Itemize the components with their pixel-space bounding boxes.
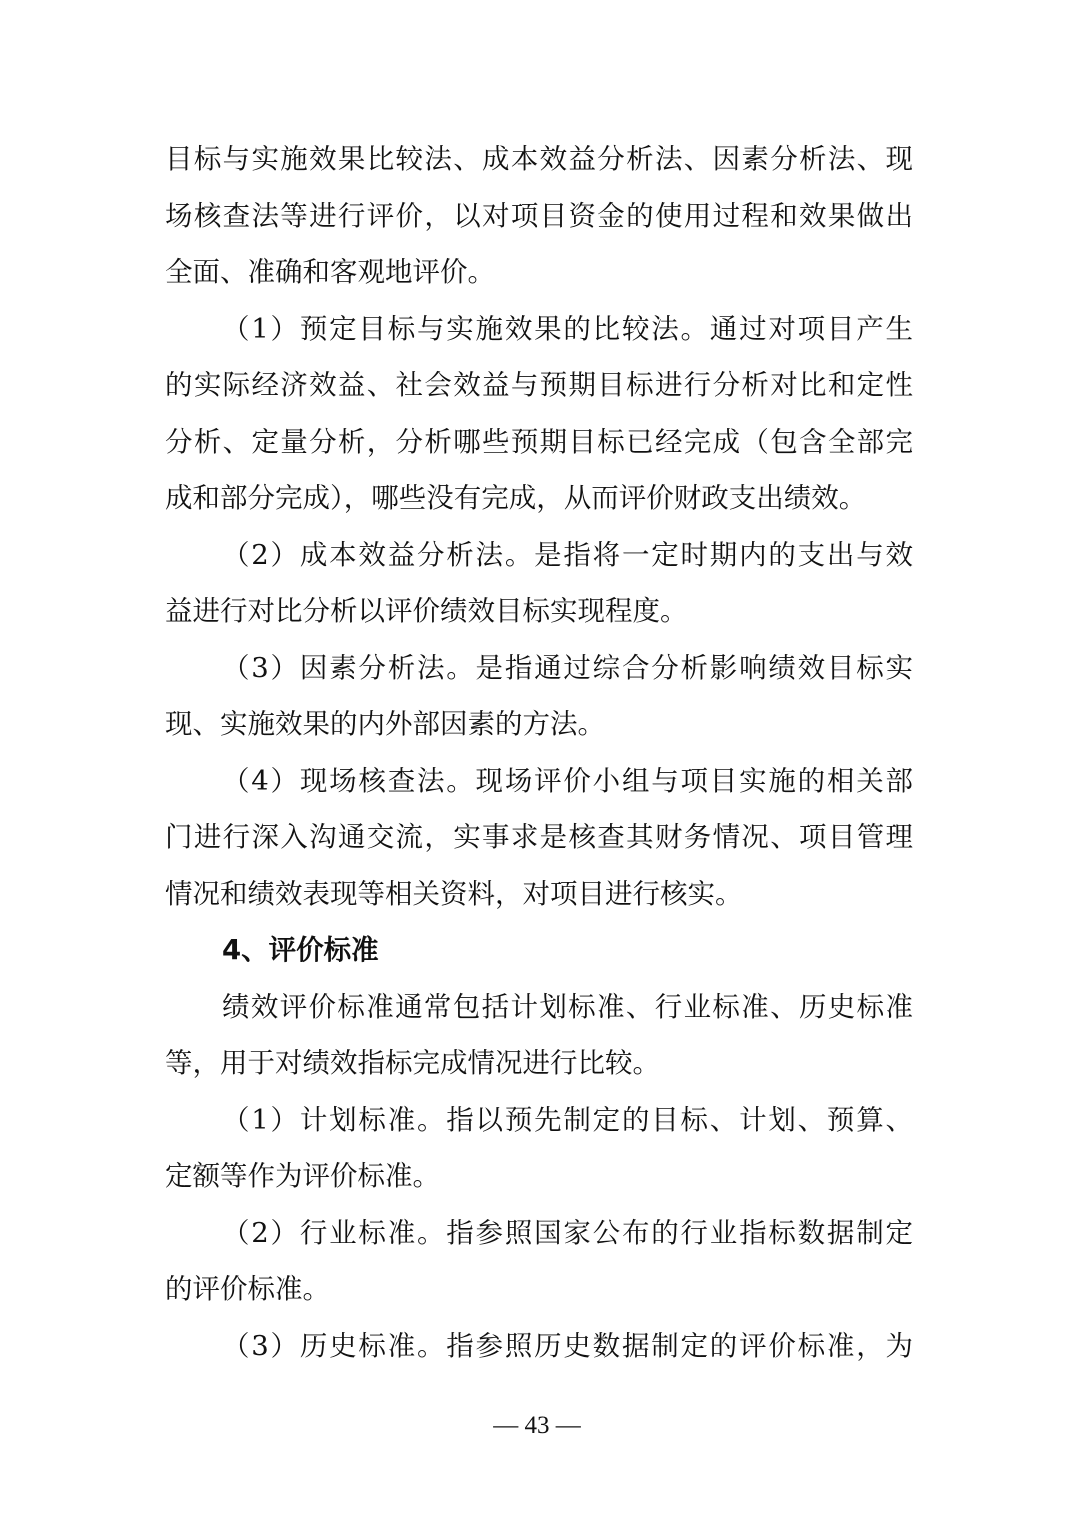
- text-line-8: （2）成本效益分析法。是指将一定时期内的支出与效: [222, 539, 913, 571]
- text-line-7: 成和部分完成），哪些没有完成，从而评价财政支出绩效。: [165, 482, 867, 514]
- text-line-12: （4）现场核查法。现场评价小组与项目实施的相关部: [222, 765, 913, 797]
- text-line-20: （2）行业标准。指参照国家公布的行业指标数据制定: [222, 1217, 913, 1249]
- text-line-11: 现、实施效果的内外部因素的方法。: [165, 708, 605, 740]
- text-line-3: 全面、准确和客观地评价。: [165, 256, 495, 288]
- text-line-19: 定额等作为评价标准。: [165, 1160, 440, 1192]
- text-line-2: 场核查法等进行评价，以对项目资金的使用过程和效果做出: [165, 200, 913, 232]
- text-line-13: 门进行深入沟通交流，实事求是核查其财务情况、项目管理: [165, 821, 913, 853]
- text-line-18: （1）计划标准。指以预先制定的目标、计划、预算、: [222, 1104, 913, 1136]
- text-line-22: （3）历史标准。指参照历史数据制定的评价标准，为: [222, 1330, 913, 1362]
- text-line-10: （3）因素分析法。是指通过综合分析影响绩效目标实: [222, 652, 913, 684]
- section-heading: 4、评价标准: [222, 934, 379, 966]
- text-line-4: （1）预定目标与实施效果的比较法。通过对项目产生: [222, 313, 913, 345]
- text-line-5: 的实际经济效益、社会效益与预期目标进行分析对比和定性: [165, 369, 913, 401]
- text-line-14: 情况和绩效表现等相关资料，对项目进行核实。: [165, 878, 743, 910]
- text-line-16: 绩效评价标准通常包括计划标准、行业标准、历史标准: [222, 991, 913, 1023]
- text-line-6: 分析、定量分析，分析哪些预期目标已经完成（包含全部完: [165, 426, 913, 458]
- text-line-17: 等，用于对绩效指标完成情况进行比较。: [165, 1047, 660, 1079]
- text-line-1: 目标与实施效果比较法、成本效益分析法、因素分析法、现: [165, 143, 913, 175]
- text-line-9: 益进行对比分析以评价绩效目标实现程度。: [165, 595, 688, 627]
- text-line-21: 的评价标准。: [165, 1273, 330, 1305]
- page-number: — 43 —: [493, 1412, 581, 1439]
